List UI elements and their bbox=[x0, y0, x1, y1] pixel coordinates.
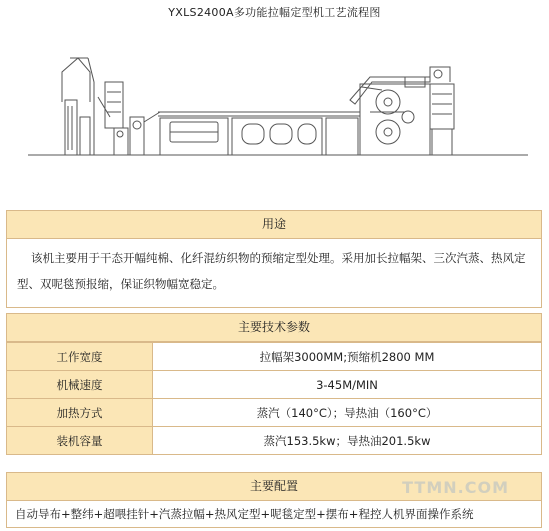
param-value: 拉幅架3000MM;预缩机2800 MM bbox=[153, 343, 542, 371]
table-row bbox=[7, 371, 541, 399]
param-label: 工作宽度 bbox=[7, 343, 153, 371]
params-header: 主要技术参数 bbox=[7, 314, 541, 342]
param-value: 3-45M/MIN bbox=[153, 371, 542, 399]
param-value: 蒸汽153.5kw；导热油201.5kw bbox=[153, 427, 542, 455]
overfeed-unit bbox=[130, 112, 160, 155]
params-panel bbox=[6, 313, 542, 455]
table-row bbox=[7, 427, 541, 455]
usage-header: 用途 bbox=[7, 211, 541, 239]
param-label: 装机容量 bbox=[7, 427, 153, 455]
watermark: TTMN.COM bbox=[402, 478, 509, 497]
params-table bbox=[7, 342, 541, 454]
weft-straightener bbox=[105, 82, 128, 155]
page-title: YXLS2400A多功能拉幅定型机工艺流程图 bbox=[168, 6, 381, 19]
usage-panel bbox=[6, 210, 542, 308]
config-text: 自动导布+整纬+超喂挂针+汽蒸拉幅+热风定型+呢毯定型+摆布+程控人机界面操作系统 bbox=[15, 507, 474, 521]
feeding-unit bbox=[62, 58, 110, 155]
table-row bbox=[7, 343, 541, 371]
preshrink-unit bbox=[350, 77, 430, 155]
stenter-frame bbox=[158, 112, 360, 155]
plaiting-unit bbox=[430, 67, 454, 155]
usage-text: 该机主要用于干态开幅纯棉、化纤混纺织物的预缩定型处理。采用加长拉幅架、三次汽蒸、热风定型、双呢毯预报缩，保证织物幅宽稳定。 bbox=[17, 251, 526, 291]
config-header: 主要配置 bbox=[7, 473, 541, 501]
param-label: 加热方式 bbox=[7, 399, 153, 427]
table-row bbox=[7, 399, 541, 427]
param-value: 蒸汽（140°C）；导热油（160°C） bbox=[153, 399, 542, 427]
param-label: 机械速度 bbox=[7, 371, 153, 399]
process-flow-diagram bbox=[10, 22, 540, 200]
